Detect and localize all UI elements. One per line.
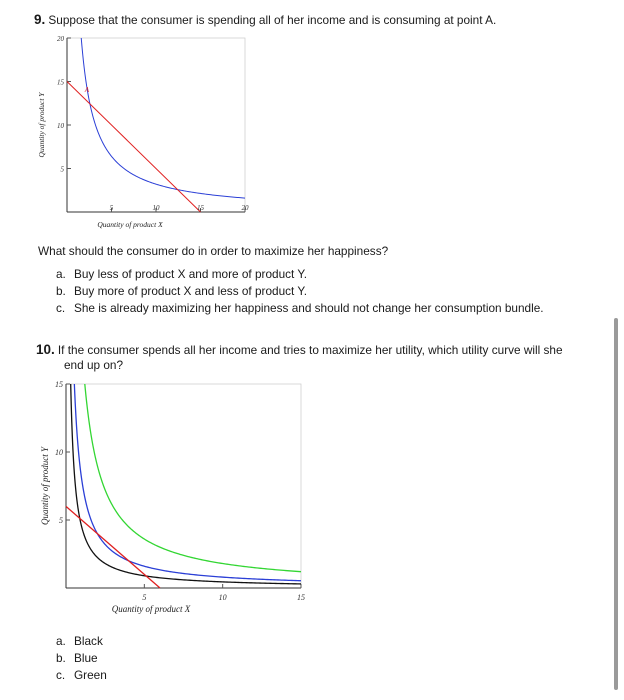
q9-text: Suppose that the consumer is spending all of her income and is consuming at point A. [48,13,497,27]
q10-option-a[interactable] [56,633,107,650]
page-scrollbar[interactable] [614,318,618,690]
q9-y-tick-label: 5 [60,165,64,174]
q9-gridlines [67,38,245,212]
option-text: Buy more of product X and less of product Y. [74,284,308,298]
q9-x-tick-label: 15 [197,204,204,212]
q10-series-green [85,384,301,572]
q10-y-axis-label: Quantity of product Y [40,447,50,525]
q9-option-c[interactable] [56,300,544,317]
q9-x-tick-label: 5 [109,204,114,212]
q9-heading [34,12,496,28]
q10-axes [66,384,301,588]
option-text: Buy less of product X and more of product Y. [74,267,308,281]
q10-series-budget-line [66,506,160,588]
q9-y-tick-label: 10 [57,122,64,130]
option-text: Blue [74,651,98,665]
option-letter: c. [56,301,66,315]
option-letter: b. [56,284,66,298]
q9-x-axis-label: Quantity of product X [97,220,163,229]
q10-option-b[interactable] [56,650,107,667]
q10-series-black [71,384,301,584]
q10-gridlines [66,384,301,588]
q9-options [56,266,544,317]
option-text: Black [74,634,103,648]
option-letter: a. [56,634,66,648]
q10-text-line2: end up on? [64,358,124,372]
q9-axes [67,38,245,212]
q10-x-tick-label: 5 [142,593,147,602]
q10-option-c[interactable] [56,667,107,684]
option-letter: a. [56,267,66,281]
option-text: She is already maximizing her happiness and should not change her consumption bundle. [74,301,544,315]
q9-question: What should the consumer do in order to maximize her happiness? [38,244,389,258]
q9-y-axis-label: Quantity of product Y [37,92,46,158]
q10-x-axis-label: Quantity of product X [111,604,191,614]
q9-number: 9. [34,12,46,27]
q10-y-tick-label: 10 [55,448,63,457]
q9-option-b[interactable] [56,283,544,300]
option-letter: c. [56,668,66,682]
q10-plot-frame [66,384,301,588]
q10-heading [36,342,563,358]
q10-series-blue [74,384,301,581]
q10-text-line1: If the consumer spends all her income and tries to maximize her utility, which utility curve will she [57,343,563,357]
q10-x-tick-label: 15 [297,593,305,602]
q10-chart [36,378,316,618]
q10-number: 10. [36,342,55,357]
q10-options [56,633,107,684]
q9-series-indifference-curve [81,38,245,198]
q9-y-tick-label: 20 [57,35,64,43]
q9-y-tick-label: 15 [57,78,64,87]
q10-y-tick-label: 15 [55,380,63,389]
q9-option-a[interactable] [56,266,544,283]
q9-plot-frame [67,38,245,212]
q10-y-tick-label: 5 [59,516,63,525]
q9-point-label: A [84,85,90,94]
option-text: Green [74,668,107,682]
q9-chart [30,32,260,237]
q9-x-tick-label: 10 [152,204,160,212]
q9-series-budget-line [67,82,201,213]
q9-x-tick-label: 20 [241,204,249,212]
option-letter: b. [56,651,66,665]
q10-x-tick-label: 10 [218,593,227,602]
